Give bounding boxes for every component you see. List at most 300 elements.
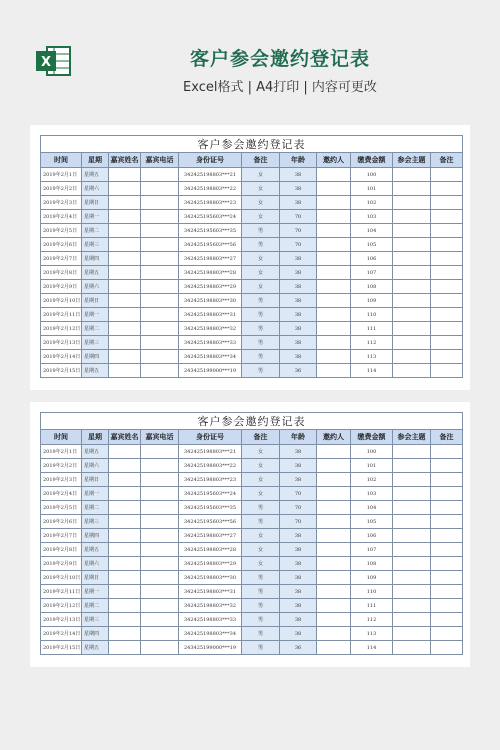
table-cell [109,641,141,655]
table-cell: 2019年2月6日 [41,515,82,529]
table-row [41,196,463,210]
table-cell [141,529,179,543]
table-cell [393,364,431,378]
table-cell: 342425195603***24 [179,210,242,224]
table-cell: 108 [351,280,393,294]
table-cell: 342425198803***22 [179,182,242,196]
table-cell: 2019年2月7日 [41,252,82,266]
column-header: 嘉宾电话 [141,153,179,168]
table-cell [393,571,431,585]
table-cell: 2019年2月13日 [41,336,82,350]
table-cell: 342425198803***23 [179,196,242,210]
column-header: 星期 [82,430,109,445]
table-cell: 2019年2月15日 [41,364,82,378]
table-row [41,641,463,655]
table-row [41,473,463,487]
table-cell: 男 [242,294,280,308]
column-header: 备注 [431,153,463,168]
table-cell: 342425198803***30 [179,571,242,585]
table-cell [431,294,463,308]
table-cell: 女 [242,529,280,543]
table-cell [393,182,431,196]
table-cell: 102 [351,196,393,210]
table-cell [109,336,141,350]
table-cell: 2019年2月8日 [41,543,82,557]
table-cell [431,473,463,487]
table-cell [109,585,141,599]
table-cell [317,473,351,487]
table-cell [317,238,351,252]
table-cell [109,224,141,238]
column-header: 时间 [41,153,82,168]
table-cell: 70 [280,238,317,252]
table-cell [141,585,179,599]
table-cell: 2019年2月3日 [41,196,82,210]
table-cell [431,308,463,322]
table-cell: 38 [280,308,317,322]
table-cell [109,599,141,613]
table-cell: 男 [242,364,280,378]
table-cell: 2019年2月15日 [41,641,82,655]
table-cell [431,515,463,529]
page-subtitle: Excel格式 | A4打印 | 内容可更改 [183,80,377,95]
table-cell: 男 [242,585,280,599]
table-cell: 星期一 [82,308,109,322]
registration-table-2 [40,412,463,655]
table-cell: 342425198803***29 [179,280,242,294]
table-cell: 星期五 [82,266,109,280]
table-cell [393,210,431,224]
table-cell [141,280,179,294]
table-cell: 星期二 [82,322,109,336]
table-cell [431,168,463,182]
table-cell: 104 [351,501,393,515]
table-cell: 113 [351,627,393,641]
table-cell [317,336,351,350]
table-cell: 女 [242,210,280,224]
column-header: 年龄 [280,153,317,168]
column-header: 时间 [41,430,82,445]
column-header: 嘉宾电话 [141,430,179,445]
table-cell: 342425198803***31 [179,308,242,322]
table-cell: 342425198803***31 [179,585,242,599]
table-cell [393,627,431,641]
table-cell: 111 [351,599,393,613]
table-cell [393,473,431,487]
table-cell: 星期二 [82,224,109,238]
table-cell [141,613,179,627]
column-header: 缴费金额 [351,153,393,168]
table-cell: 36 [280,641,317,655]
table-cell [393,322,431,336]
table-cell [393,599,431,613]
table-cell: 星期四 [82,350,109,364]
table-cell: 100 [351,168,393,182]
table-cell: 星期二 [82,599,109,613]
table-cell [141,501,179,515]
table-cell: 38 [280,252,317,266]
table-cell: 2019年2月2日 [41,182,82,196]
table-cell [431,445,463,459]
table-cell: 2019年2月13日 [41,613,82,627]
table-cell: 110 [351,585,393,599]
table-cell: 110 [351,308,393,322]
table-row [41,599,463,613]
table-cell: 38 [280,473,317,487]
table-cell [141,168,179,182]
page-title: 客户参会邀约登记表 [189,48,370,70]
table-cell: 70 [280,224,317,238]
table-cell: 星期五 [82,641,109,655]
table-cell [109,182,141,196]
table-cell [141,473,179,487]
table-cell: 38 [280,613,317,627]
table-cell [317,182,351,196]
table-cell: 342425195603***35 [179,501,242,515]
table-cell: 342425198803***28 [179,266,242,280]
table-cell [317,308,351,322]
table-cell: 38 [280,571,317,585]
table-cell: 38 [280,445,317,459]
table-cell [317,627,351,641]
table-cell: 101 [351,459,393,473]
table-cell: 38 [280,459,317,473]
table-cell: 星期一 [82,210,109,224]
table-cell: 38 [280,322,317,336]
table-row [41,445,463,459]
table-cell [317,487,351,501]
table-cell [109,515,141,529]
table-cell [141,364,179,378]
table-cell: 103 [351,487,393,501]
table-cell [141,182,179,196]
table-cell [431,543,463,557]
table-cell: 2019年2月4日 [41,210,82,224]
table-cell: 2019年2月12日 [41,599,82,613]
table-cell: 星期日 [82,294,109,308]
table-cell: 342425198803***33 [179,613,242,627]
table-cell: 38 [280,585,317,599]
table-cell: 103 [351,210,393,224]
table-cell: 星期一 [82,585,109,599]
table-cell [317,266,351,280]
table-cell: 38 [280,627,317,641]
table-cell [431,238,463,252]
table-cell: 2019年2月2日 [41,459,82,473]
table-cell: 70 [280,501,317,515]
table-cell [393,238,431,252]
table-cell: 2019年2月11日 [41,308,82,322]
table-cell: 男 [242,515,280,529]
column-header: 备注 [431,430,463,445]
table-cell [317,501,351,515]
table-cell [109,529,141,543]
table-cell [393,224,431,238]
table-cell: 男 [242,350,280,364]
table-cell: 男 [242,322,280,336]
table-cell [431,210,463,224]
table-cell: 2019年2月9日 [41,557,82,571]
table-cell: 108 [351,557,393,571]
table-row [41,364,463,378]
table-cell: 102 [351,473,393,487]
table-cell [393,585,431,599]
table-cell [141,294,179,308]
table-cell: 男 [242,238,280,252]
table-cell: 2019年2月10日 [41,571,82,585]
table-cell [109,557,141,571]
table-cell [431,224,463,238]
table-cell [141,627,179,641]
table-cell [141,445,179,459]
table-cell [109,238,141,252]
table-cell [317,585,351,599]
table-title: 客户参会邀约登记表 [41,413,463,430]
table-cell [317,515,351,529]
table-cell: 105 [351,515,393,529]
table-cell: 106 [351,529,393,543]
column-header: 身份证号 [179,430,242,445]
column-header: 邀约人 [317,153,351,168]
table-cell [141,336,179,350]
table-row [41,182,463,196]
table-header-row [41,430,463,445]
page-header [0,0,500,110]
table-cell [317,364,351,378]
table-cell [393,280,431,294]
table-cell: 男 [242,627,280,641]
table-row [41,613,463,627]
table-cell [393,501,431,515]
table-cell [109,571,141,585]
table-cell: 70 [280,515,317,529]
table-cell: 2019年2月3日 [41,473,82,487]
table-cell [431,501,463,515]
table-cell [393,613,431,627]
table-cell [109,613,141,627]
table-cell [317,557,351,571]
table-cell: 星期四 [82,529,109,543]
table-cell: 星期三 [82,613,109,627]
table-cell: 星期五 [82,543,109,557]
table-cell: 星期二 [82,501,109,515]
table-cell: 105 [351,238,393,252]
table-cell: 2019年2月6日 [41,238,82,252]
table-cell: 2019年2月7日 [41,529,82,543]
column-header: 嘉宾姓名 [109,153,141,168]
table-cell: 38 [280,350,317,364]
table-row [41,224,463,238]
table-cell: 女 [242,459,280,473]
table-cell: 111 [351,322,393,336]
table-cell [109,322,141,336]
table-cell: 女 [242,196,280,210]
registration-table-1 [40,135,463,378]
table-cell: 342425195603***56 [179,515,242,529]
sheet-preview-1 [30,125,470,390]
table-cell: 2019年2月5日 [41,501,82,515]
table-cell: 109 [351,294,393,308]
table-cell: 38 [280,168,317,182]
column-header: 邀约人 [317,430,351,445]
table-cell: 女 [242,168,280,182]
table-cell: 2019年2月1日 [41,445,82,459]
table-cell [317,543,351,557]
table-cell: 70 [280,487,317,501]
table-cell: 星期三 [82,336,109,350]
table-cell: 星期六 [82,280,109,294]
table-cell: 104 [351,224,393,238]
table-row [41,266,463,280]
table-row [41,280,463,294]
table-cell: 38 [280,529,317,543]
table-cell [431,641,463,655]
table-cell: 107 [351,543,393,557]
sheet-preview-2 [30,402,470,667]
table-cell [141,557,179,571]
table-cell [141,599,179,613]
table-cell [109,252,141,266]
column-header: 缴费金额 [351,430,393,445]
table-cell [109,445,141,459]
table-cell: 女 [242,473,280,487]
table-cell [109,364,141,378]
table-cell [141,210,179,224]
table-cell [317,168,351,182]
table-cell: 342425195603***24 [179,487,242,501]
table-cell [393,252,431,266]
table-cell: 男 [242,501,280,515]
table-cell [393,266,431,280]
table-cell: 36 [280,364,317,378]
table-cell: 女 [242,557,280,571]
table-cell [317,322,351,336]
table-cell [317,294,351,308]
table-cell: 38 [280,196,317,210]
table-cell [431,627,463,641]
table-cell [393,529,431,543]
column-header: 备注 [242,430,280,445]
table-cell [431,182,463,196]
table-cell: 342425198803***34 [179,627,242,641]
table-title-row [41,136,463,153]
table-cell: 109 [351,571,393,585]
table-cell [317,571,351,585]
table-cell: 星期三 [82,515,109,529]
table-cell [393,641,431,655]
table-cell [431,613,463,627]
table-cell: 星期六 [82,182,109,196]
table-cell: 342425198803***22 [179,459,242,473]
table-cell [431,350,463,364]
table-cell [393,557,431,571]
table-cell: 2019年2月4日 [41,487,82,501]
table-row [41,336,463,350]
table-row [41,501,463,515]
table-cell: 男 [242,336,280,350]
table-cell [317,613,351,627]
table-cell [141,350,179,364]
table-cell [393,196,431,210]
table-cell: 342425198803***27 [179,252,242,266]
table-row [41,168,463,182]
table-cell [109,487,141,501]
table-cell [109,350,141,364]
table-cell [317,459,351,473]
table-row [41,627,463,641]
table-cell [317,224,351,238]
table-cell [141,196,179,210]
table-cell [393,294,431,308]
table-cell: 70 [280,210,317,224]
table-cell [109,280,141,294]
table-cell: 113 [351,350,393,364]
table-cell [317,641,351,655]
table-cell [431,529,463,543]
table-cell: 342425198803***30 [179,294,242,308]
table-cell: 100 [351,445,393,459]
table-cell: 342425198803***21 [179,445,242,459]
table-cell [431,252,463,266]
table-cell: 114 [351,364,393,378]
table-cell: 106 [351,252,393,266]
table-cell: 342425198803***27 [179,529,242,543]
table-row [41,322,463,336]
column-header: 星期 [82,153,109,168]
table-cell: 38 [280,543,317,557]
table-cell: 38 [280,280,317,294]
table-cell: 2019年2月14日 [41,350,82,364]
table-cell: 2019年2月1日 [41,168,82,182]
table-cell: 107 [351,266,393,280]
table-cell [393,487,431,501]
column-header: 嘉宾姓名 [109,430,141,445]
table-cell [317,280,351,294]
table-cell: 342425198803***29 [179,557,242,571]
table-cell [141,571,179,585]
table-cell [141,487,179,501]
table-cell: 114 [351,641,393,655]
table-cell: 星期五 [82,364,109,378]
table-cell [109,168,141,182]
table-cell [393,168,431,182]
table-cell [431,280,463,294]
table-cell: 女 [242,445,280,459]
table-cell: 38 [280,336,317,350]
table-cell: 2019年2月14日 [41,627,82,641]
table-cell: 342425195603***56 [179,238,242,252]
table-cell: 星期六 [82,459,109,473]
table-cell [109,459,141,473]
table-cell: 2019年2月5日 [41,224,82,238]
table-cell: 2019年2月12日 [41,322,82,336]
table-cell: 342425198803***21 [179,168,242,182]
table-cell [141,308,179,322]
table-cell: 342425195603***35 [179,224,242,238]
table-cell: 星期四 [82,252,109,266]
table-cell [109,196,141,210]
table-cell: 女 [242,543,280,557]
table-cell: 2019年2月10日 [41,294,82,308]
table-row [41,515,463,529]
table-cell: 男 [242,599,280,613]
table-cell [109,627,141,641]
table-cell: 男 [242,308,280,322]
table-cell [431,196,463,210]
table-cell: 女 [242,487,280,501]
table-cell [109,210,141,224]
table-cell [109,543,141,557]
